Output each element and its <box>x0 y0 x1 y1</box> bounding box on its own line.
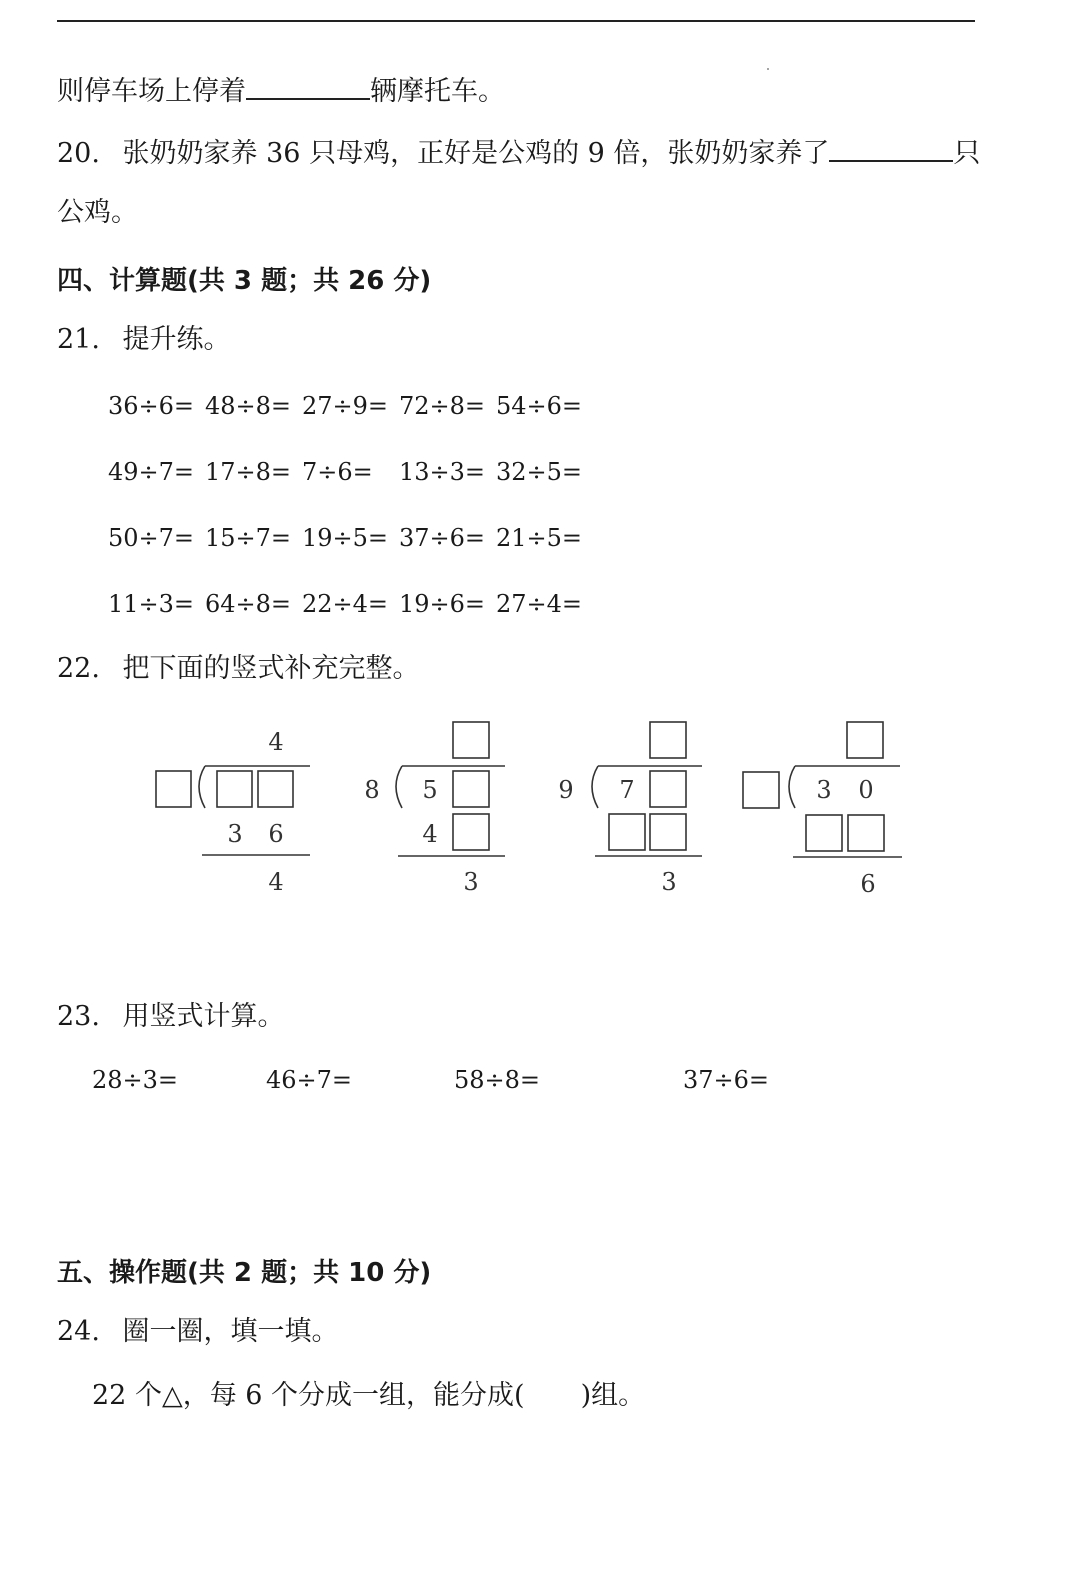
q21-expr: 50÷7= <box>108 524 195 552</box>
q21-header <box>57 323 231 357</box>
section4-heading: 四、计算题(共 3 题；共 26 分) <box>57 266 432 296</box>
q21-expr: 21÷5= <box>496 524 583 552</box>
top-rule <box>57 20 975 22</box>
p3-divisor-digit: 9 <box>558 776 574 804</box>
q20-number: 20. <box>57 138 100 169</box>
p2-product-box[interactable] <box>453 814 489 850</box>
p2-quotient-box[interactable] <box>453 722 489 758</box>
q21-expr: 11÷3= <box>108 590 195 618</box>
q24-prompt-after: )组。 <box>580 1380 646 1411</box>
q22-long-division-figure <box>0 700 1080 920</box>
p4-product-box[interactable] <box>848 815 884 851</box>
q23-expr: 37÷6= <box>683 1066 770 1094</box>
q21-expr: 15÷7= <box>205 524 292 552</box>
p4-quotient-box[interactable] <box>847 722 883 758</box>
p4-remainder-digit: 6 <box>860 870 876 898</box>
q21-expr: 13÷3= <box>399 458 486 486</box>
p1-dividend-box[interactable] <box>217 771 252 807</box>
q22-title: 把下面的竖式补充完整。 <box>122 653 420 684</box>
p4-product-box[interactable] <box>806 815 842 851</box>
q24-number: 24. <box>57 1316 100 1347</box>
q21-expr: 7÷6= <box>302 458 373 486</box>
p3-product-box[interactable] <box>609 814 645 850</box>
q23-title: 用竖式计算。 <box>122 1001 285 1032</box>
q21-expr: 49÷7= <box>108 458 195 486</box>
p4-dividend-digit: 0 <box>858 776 874 804</box>
q21-title: 提升练。 <box>122 324 231 355</box>
p1-bracket <box>199 766 205 808</box>
p2-dividend-digit: 5 <box>422 776 438 804</box>
q24-header <box>57 1315 339 1349</box>
q19-line <box>57 72 505 109</box>
p1-divisor-box[interactable] <box>156 771 191 807</box>
p2-bracket <box>396 766 402 808</box>
q23-number: 23. <box>57 1001 100 1032</box>
p1-product-digit: 6 <box>268 820 284 848</box>
q19-text-before: 则停车场上停着 <box>57 76 246 107</box>
q24-prompt <box>92 1379 645 1413</box>
p3-dividend-digit: 7 <box>619 776 635 804</box>
q24-title: 圈一圈，填一填。 <box>122 1316 339 1347</box>
p4-divisor-box[interactable] <box>743 772 779 808</box>
q21-expr: 22÷4= <box>302 590 389 618</box>
p3-product-box[interactable] <box>650 814 686 850</box>
p3-dividend-box[interactable] <box>650 771 686 807</box>
q21-expr: 27÷9= <box>302 392 389 420</box>
q20-line1 <box>57 134 980 171</box>
q21-expr: 72÷8= <box>399 392 486 420</box>
q23-expr: 46÷7= <box>266 1066 353 1094</box>
p4-dividend-digit: 3 <box>816 776 832 804</box>
p2-remainder-digit: 3 <box>463 868 479 896</box>
p4-bracket <box>789 766 795 808</box>
p3-remainder-digit: 3 <box>661 868 677 896</box>
q21-number: 21. <box>57 324 100 355</box>
speck <box>767 68 769 70</box>
q19-text-after: 辆摩托车。 <box>370 76 505 107</box>
p1-remainder-digit: 4 <box>268 868 284 896</box>
p2-product-digit: 4 <box>422 820 438 848</box>
q21-expr: 27÷4= <box>496 590 583 618</box>
q21-expr: 64÷8= <box>205 590 292 618</box>
q24-prompt-before: 22 个△，每 6 个分成一组，能分成( <box>92 1380 525 1411</box>
q21-expr: 37÷6= <box>399 524 486 552</box>
q20-answer-blank[interactable] <box>829 134 953 162</box>
q21-expr: 19÷5= <box>302 524 389 552</box>
q21-expr: 19÷6= <box>399 590 486 618</box>
q23-expr: 58÷8= <box>454 1066 541 1094</box>
q21-expr: 17÷8= <box>205 458 292 486</box>
q21-expr: 32÷5= <box>496 458 583 486</box>
q20-text-after: 只 <box>953 138 981 169</box>
p2-divisor-digit: 8 <box>364 776 380 804</box>
p1-product-digit: 3 <box>227 820 243 848</box>
p2-dividend-box[interactable] <box>453 771 489 807</box>
p3-quotient-box[interactable] <box>650 722 686 758</box>
q23-expr: 28÷3= <box>92 1066 179 1094</box>
q21-expr: 36÷6= <box>108 392 195 420</box>
p1-quotient-digit: 4 <box>268 728 284 756</box>
section5-heading: 五、操作题(共 2 题；共 10 分) <box>57 1258 432 1288</box>
p3-bracket <box>592 766 598 808</box>
q21-expr: 54÷6= <box>496 392 583 420</box>
q22-number: 22. <box>57 653 100 684</box>
p1-dividend-box[interactable] <box>258 771 293 807</box>
q22-header <box>57 652 420 686</box>
q19-answer-blank[interactable] <box>246 72 370 100</box>
q20-line2: 公鸡。 <box>57 197 138 228</box>
q21-expr: 48÷8= <box>205 392 292 420</box>
q20-text-before: 张奶奶家养 36 只母鸡，正好是公鸡的 9 倍，张奶奶家养了 <box>122 138 830 169</box>
q23-header <box>57 1000 285 1034</box>
